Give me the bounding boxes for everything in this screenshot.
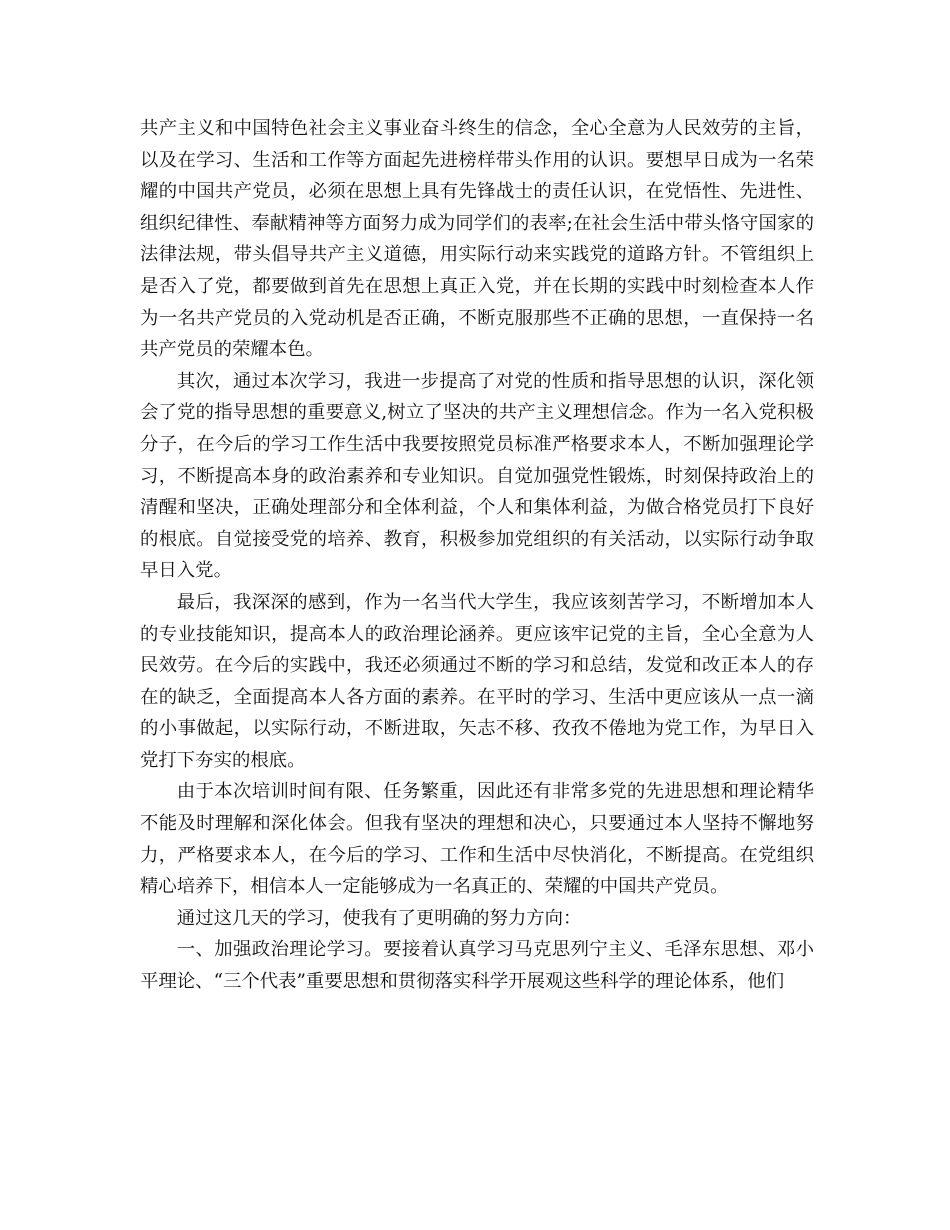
paragraph-6: 一、加强政治理论学习。要接着认真学习马克思列宁主义、毛泽东思想、邓小平理论、“三个代表”重要思想和贯彻落实科学开展观这些科学的理论体系，他们 bbox=[140, 939, 814, 993]
paragraph-5: 通过这几天的学习，使我有了更明确的努力方向： bbox=[176, 907, 582, 929]
paragraph-1: 共产主义和中国特色社会主义事业奋斗终生的信念，全心全意为人民效劳的主旨，以及在学习、生活和工作等方面起先进榜样带头作用的认识。要想早日成为一名荣耀的中国共产党员，必须在思想上具有先锋战士的责任认识，在党悟性、先进性、组织纪律性、奉献精神等方面努力成为同学们的表率;在社会生活中带头恪守国家的法律法规，带头倡导共产主义道德，用实际行动来实践党的道路方针。不管组织上是否入了党，都要做到首先在思想上真正入党，并在长期的实践中时刻检查本人作为一名共产党员的入党动机是否正确，不断克服那些不正确的思想，一直保持一名共产党员的荣耀本色。 bbox=[140, 118, 814, 361]
document-body bbox=[140, 113, 814, 998]
paragraph-4: 由于本次培训时间有限、任务繁重，因此还有非常多党的先进思想和理论精华不能及时理解和深化体会。但我有坚决的理想和决心，只要通过本人坚持不懈地努力，严格要求本人，在今后的学习、工作和生活中尽快消化，不断提高。在党组织精心培养下，相信本人一定能够成为一名真正的、荣耀的中国共产党员。 bbox=[140, 781, 814, 898]
paragraph-3: 最后，我深深的感到，作为一名当代大学生，我应该刻苦学习，不断增加本人的专业技能知识，提高本人的政治理论涵养。更应该牢记党的主旨，全心全意为人民效劳。在今后的实践中，我还必须通过不断的学习和总结，发觉和改正本人的存在的缺乏，全面提高本人各方面的素养。在平时的学习、生活中更应该从一点一滴的小事做起，以实际行动，不断进取，矢志不移、孜孜不倦地为党工作，为早日入党打下夯实的根底。 bbox=[140, 591, 814, 771]
paragraph-2: 其次，通过本次学习，我进一步提高了对党的性质和指导思想的认识，深化领会了党的指导思想的重要意义,树立了坚决的共产主义理想信念。作为一名入党积极分子，在今后的学习工作生活中我要按照党员标准严格要求本人，不断加强理论学习，不断提高本身的政治素养和专业知识。自觉加强党性锻炼，时刻保持政治上的清醒和坚决，正确处理部分和全体利益，个人和集体利益，为做合格党员打下良好的根底。自觉接受党的培养、教育，积极参加党组织的有关活动，以实际行动争取早日入党。 bbox=[140, 370, 814, 582]
